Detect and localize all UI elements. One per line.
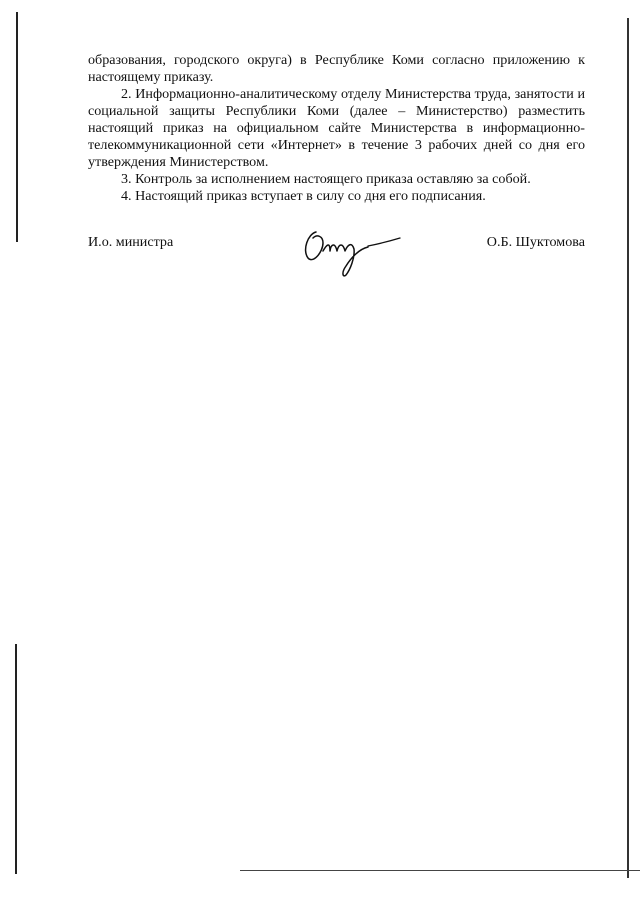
scan-edge-mark-left-top: [16, 12, 18, 242]
paragraph-item-4: 4. Настоящий приказ вступает в силу со дня его подписания.: [121, 188, 486, 204]
scan-bottom-rule: [240, 870, 640, 871]
paragraph-item-2: 2. Информационно-аналитическому отделу Министерства труда, занятости и социальной защиты Республики Коми (далее – Министерство) разместить настоящий приказ на официальном сайте Министерства в информационно-телекоммуникационной сети «Интернет» в течение 3 рабочих дней со дня его утверждения Министерством.: [88, 86, 585, 170]
scan-edge-mark-left-bottom: [15, 644, 17, 874]
paragraph-continuation: образования, городского округа) в Республике Коми согласно приложению к настоящему приказу.: [88, 52, 585, 85]
signatory-name: О.Б. Шуктомова: [486, 234, 585, 250]
scan-edge-mark-right: [627, 18, 629, 878]
handwritten-signature: [296, 224, 404, 278]
document-body: [88, 52, 585, 205]
signatory-position: И.о. министра: [88, 234, 174, 250]
paragraph-item-3: 3. Контроль за исполнением настоящего приказа оставляю за собой.: [121, 171, 531, 187]
signature-block: [88, 234, 585, 294]
